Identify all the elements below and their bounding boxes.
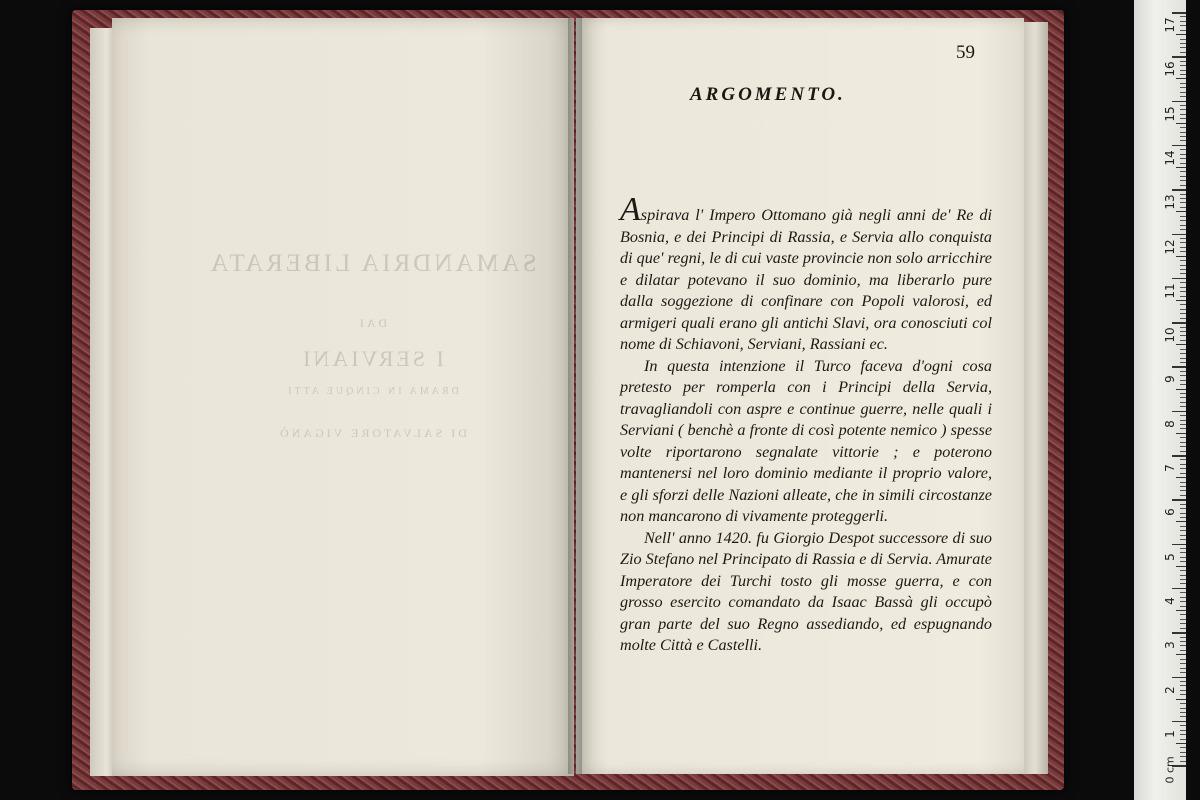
ruler-tick	[1180, 637, 1186, 638]
ruler-tick	[1180, 428, 1186, 429]
ruler-tick	[1180, 220, 1186, 221]
ruler-tick	[1180, 313, 1186, 314]
ruler-tick	[1180, 579, 1186, 580]
ruler-tick	[1180, 207, 1186, 208]
ruler-tick	[1180, 672, 1186, 673]
ruler-tick	[1180, 349, 1186, 350]
ruler-tick	[1180, 752, 1186, 753]
ruler-tick	[1180, 703, 1186, 704]
ruler-tick	[1180, 486, 1186, 487]
ruler-tick	[1180, 371, 1186, 372]
ruler-number: 7	[1163, 464, 1177, 472]
ruler-tick	[1180, 526, 1186, 527]
ruler-tick	[1180, 468, 1186, 469]
ruler-tick	[1172, 278, 1186, 280]
ruler-tick	[1180, 282, 1186, 283]
ruler-tick	[1180, 384, 1186, 385]
ruler-tick	[1180, 552, 1186, 553]
ruler-tick	[1172, 544, 1186, 546]
ruler-tick	[1180, 659, 1186, 660]
ruler-tick	[1180, 442, 1186, 443]
ruler-tick	[1180, 504, 1186, 505]
ruler-tick	[1180, 606, 1186, 607]
ruler-tick	[1176, 433, 1186, 434]
ruler-tick	[1180, 464, 1186, 465]
ruler-tick	[1176, 300, 1186, 301]
ruler-tick	[1180, 628, 1186, 629]
ruler-tick	[1180, 539, 1186, 540]
ruler-number: 14	[1163, 150, 1177, 166]
ruler-tick	[1180, 517, 1186, 518]
ruler-tick	[1172, 234, 1186, 236]
ruler-number: 10	[1163, 327, 1177, 343]
ruler-tick	[1180, 730, 1186, 731]
showthrough-title: SAMANDRIA LIBERATA	[207, 250, 537, 277]
ruler-tick	[1180, 16, 1186, 17]
ruler-tick	[1180, 685, 1186, 686]
ruler-tick	[1180, 694, 1186, 695]
ruler-tick	[1180, 225, 1186, 226]
ruler-tick	[1180, 309, 1186, 310]
ruler-tick	[1176, 743, 1186, 744]
ruler-tick	[1180, 287, 1186, 288]
ruler-tick	[1180, 513, 1186, 514]
ruler-tick	[1180, 681, 1186, 682]
ruler-number: 13	[1163, 194, 1177, 210]
ruler-tick	[1180, 708, 1186, 709]
paragraph-2: In questa intenzione il Turco faceva d'ogni cosa pretesto per romperla con i Principi della Servia, travagliandoli con aspre e continue guerre, nelle quali i Serviani ( benchè a fronte di così potente nemico ) spesse volte riportarono segnalate vittorie ; e poterono mantenersi nel loro dominio mediante il proprio valore, e gli sforzi delle Nazioni alleate, che in simili circostanze non mancarono di vivamente proteggerli.	[620, 356, 992, 525]
ruler-number: 8	[1163, 419, 1177, 428]
ruler-tick	[1172, 588, 1186, 590]
showthrough-line3: I SERVIANI	[300, 346, 444, 371]
ruler-number: 9	[1163, 375, 1177, 384]
ruler-tick	[1180, 251, 1186, 252]
ruler-tick	[1176, 610, 1186, 611]
ruler-number: 4	[1163, 597, 1177, 605]
ruler-tick	[1180, 482, 1186, 483]
ruler-tick	[1176, 389, 1186, 390]
ruler-tick	[1180, 645, 1186, 646]
ruler-tick	[1180, 92, 1186, 93]
ruler-tick	[1180, 304, 1186, 305]
ruler-tick	[1180, 149, 1186, 150]
ruler-tick	[1176, 699, 1186, 700]
page-heading: ARGOMENTO.	[690, 84, 846, 105]
ruler-tick	[1180, 508, 1186, 509]
ruler-number: 5	[1163, 552, 1177, 561]
ruler-number: 17	[1163, 17, 1177, 33]
ruler-tick	[1176, 654, 1186, 655]
ruler-tick	[1176, 256, 1186, 257]
ruler-tick	[1180, 756, 1186, 757]
ruler-tick	[1180, 406, 1186, 407]
ruler-tick	[1172, 101, 1186, 103]
ruler-tick	[1180, 140, 1186, 141]
ruler-tick	[1180, 194, 1186, 195]
ruler-number: 11	[1163, 283, 1177, 299]
ruler-tick	[1180, 761, 1186, 762]
ruler-tick	[1180, 331, 1186, 332]
ruler-tick	[1180, 21, 1186, 22]
ruler-number: 15	[1163, 105, 1177, 122]
ruler-tick	[1180, 424, 1186, 425]
ruler-tick	[1180, 725, 1186, 726]
ruler-tick	[1180, 198, 1186, 199]
ruler-tick	[1172, 411, 1186, 413]
ruler-tick	[1180, 690, 1186, 691]
ruler-tick	[1180, 619, 1186, 620]
ruler-tick	[1176, 34, 1186, 35]
ruler-tick	[1180, 118, 1186, 119]
ruler-tick	[1180, 30, 1186, 31]
ruler-tick	[1180, 247, 1186, 248]
ruler-tick	[1172, 455, 1186, 457]
ruler-tick	[1180, 176, 1186, 177]
ruler-tick	[1172, 499, 1186, 501]
showthrough-line4: DRAMA IN CINQUE ATTI	[285, 386, 459, 397]
ruler-tick	[1180, 52, 1186, 53]
ruler-tick	[1176, 78, 1186, 79]
book-gutter	[568, 18, 582, 774]
ruler-tick	[1180, 641, 1186, 642]
ruler-tick	[1180, 495, 1186, 496]
ruler-tick	[1180, 530, 1186, 531]
ruler-tick	[1180, 96, 1186, 97]
ruler-tick	[1176, 521, 1186, 522]
ruler-tick	[1172, 322, 1186, 324]
ruler-tick	[1172, 366, 1186, 368]
ruler-tick	[1180, 114, 1186, 115]
page-number: 59	[956, 42, 975, 63]
ruler-tick	[1180, 61, 1186, 62]
ruler-number: 1	[1163, 729, 1177, 738]
ruler-tick	[1180, 25, 1186, 26]
ruler-tick	[1180, 614, 1186, 615]
ruler-tick	[1180, 327, 1186, 328]
ruler-tick	[1172, 12, 1186, 14]
ruler-tick	[1180, 747, 1186, 748]
ruler-tick	[1180, 397, 1186, 398]
ruler-tick	[1180, 83, 1186, 84]
paragraph-3: Nell' anno 1420. fu Giorgio Despot successore di suo Zio Stefano nel Principato di Rassia e di Servia. Amurate Imperatore dei Turchi tosto gli mosse guerra, e con grosso esercito comandato da Isaac Bassà gli occupò gran parte del suo Regno assediando, ed espugnando molte Città e Castelli.	[620, 528, 992, 654]
ruler-tick	[1180, 739, 1186, 740]
ruler-tick	[1180, 109, 1186, 110]
ruler-tick	[1180, 557, 1186, 558]
ruler-tick	[1180, 415, 1186, 416]
ruler-tick	[1180, 265, 1186, 266]
ruler-number: 16	[1163, 61, 1177, 77]
ruler-tick	[1180, 154, 1186, 155]
ruler-tick	[1180, 473, 1186, 474]
ruler-tick	[1180, 171, 1186, 172]
ruler-tick	[1180, 136, 1186, 137]
ruler-tick	[1180, 158, 1186, 159]
ruler-number: 3	[1163, 641, 1177, 650]
ruler-tick	[1180, 132, 1186, 133]
ruler-tick	[1176, 123, 1186, 124]
ruler-tick	[1180, 353, 1186, 354]
ruler-tick	[1180, 548, 1186, 549]
body-text	[620, 191, 992, 657]
showthrough-line2: DAI	[356, 316, 388, 330]
ruler-tick	[1180, 451, 1186, 452]
ruler-tick	[1180, 47, 1186, 48]
ruler-tick	[1180, 242, 1186, 243]
ruler-tick	[1180, 380, 1186, 381]
ruler-tick	[1172, 189, 1186, 191]
ruler-tick	[1176, 566, 1186, 567]
ruler-tick	[1180, 623, 1186, 624]
ruler-tick	[1180, 127, 1186, 128]
drop-cap: A	[620, 191, 641, 228]
ruler-tick	[1180, 269, 1186, 270]
ruler-tick	[1180, 402, 1186, 403]
ruler-tick	[1180, 712, 1186, 713]
showthrough-line5: DI SALVATORE VIGANÒ	[277, 426, 467, 440]
ruler-tick	[1180, 70, 1186, 71]
ruler-tick	[1180, 575, 1186, 576]
ruler-tick	[1180, 163, 1186, 164]
cover-edge-right	[1022, 22, 1048, 774]
ruler-tick	[1180, 597, 1186, 598]
ruler-tick	[1180, 202, 1186, 203]
ruler-tick	[1180, 583, 1186, 584]
ruler-number: 6	[1163, 508, 1177, 517]
ruler-unit-label: 0 cm	[1163, 756, 1177, 784]
ruler-tick	[1172, 145, 1186, 147]
ruler-tick	[1176, 477, 1186, 478]
ruler-tick	[1172, 632, 1186, 634]
ruler-tick	[1180, 650, 1186, 651]
ruler-tick	[1180, 459, 1186, 460]
ruler-tick	[1176, 167, 1186, 168]
ruler-tick	[1180, 393, 1186, 394]
ruler-tick	[1180, 216, 1186, 217]
ruler-tick	[1180, 318, 1186, 319]
paragraph-1-text: spirava l' Impero Ottomano già negli anni de' Re di Bosnia, e dei Principi di Rassia, e Servia allo conquista di que' regni, le di cui vaste provincie non solo arricchire e dilatar potevano il suo dominio, ma liberarlo pure dalla soggezione di confinare con Popoli valorosi, ed armigeri quali erano gli antichi Slavi, ora conosciuti col nome di Schiavoni, Serviani, Rassiani ec.	[620, 206, 992, 353]
ruler-number: 2	[1163, 685, 1177, 694]
ruler-tick	[1180, 446, 1186, 447]
ruler-tick	[1180, 358, 1186, 359]
ruler-tick	[1180, 340, 1186, 341]
ruler-tick	[1180, 663, 1186, 664]
ruler-tick	[1180, 260, 1186, 261]
left-page-showthrough	[112, 18, 574, 776]
ruler-tick	[1172, 677, 1186, 679]
ruler-tick	[1180, 375, 1186, 376]
ruler-tick	[1180, 291, 1186, 292]
ruler-tick	[1180, 180, 1186, 181]
paragraph-1	[620, 191, 992, 356]
ruler-tick	[1180, 570, 1186, 571]
ruler-tick	[1180, 734, 1186, 735]
ruler-tick	[1180, 185, 1186, 186]
ruler-tick	[1180, 229, 1186, 230]
ruler-tick	[1172, 721, 1186, 723]
ruler-tick	[1180, 490, 1186, 491]
ruler-tick	[1180, 716, 1186, 717]
ruler-tick	[1180, 87, 1186, 88]
ruler-tick	[1180, 65, 1186, 66]
ruler-tick	[1180, 39, 1186, 40]
ruler-tick	[1180, 437, 1186, 438]
ruler-tick	[1180, 74, 1186, 75]
ruler-tick	[1180, 535, 1186, 536]
ruler-tick	[1180, 335, 1186, 336]
ruler-tick	[1176, 344, 1186, 345]
ruler-tick	[1180, 592, 1186, 593]
ruler-tick	[1180, 362, 1186, 363]
ruler-tick	[1180, 296, 1186, 297]
ruler-tick	[1180, 238, 1186, 239]
ruler-tick	[1180, 273, 1186, 274]
measuring-ruler	[1134, 0, 1186, 800]
ruler-tick	[1180, 43, 1186, 44]
ruler-tick	[1180, 601, 1186, 602]
ruler-number: 12	[1163, 238, 1177, 255]
ruler-tick	[1180, 420, 1186, 421]
ruler-tick	[1180, 105, 1186, 106]
ruler-tick	[1176, 211, 1186, 212]
ruler-tick	[1180, 561, 1186, 562]
ruler-tick	[1180, 668, 1186, 669]
ruler-tick	[1172, 56, 1186, 58]
